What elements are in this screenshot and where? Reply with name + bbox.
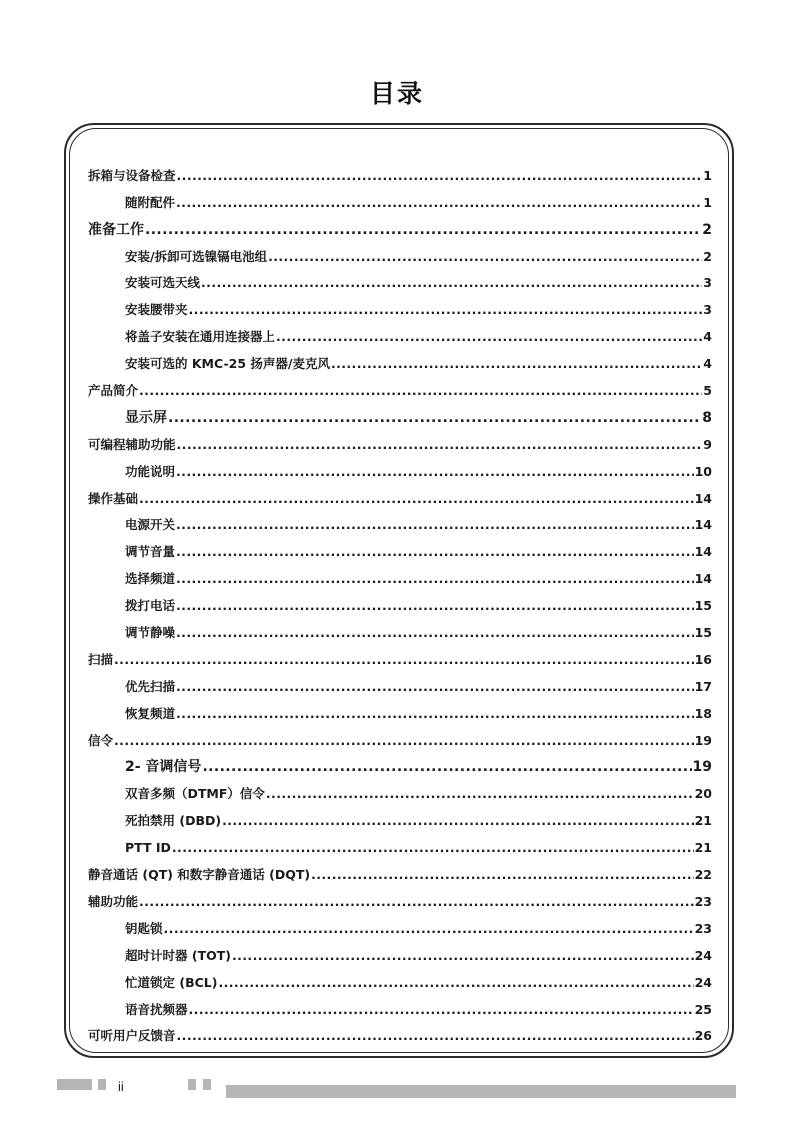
- toc-entry-page: 5: [703, 383, 712, 399]
- toc-entry-page: 24: [694, 947, 712, 963]
- toc-entry[interactable]: [88, 453, 712, 480]
- toc-entry-title: 可听用户反馈音: [88, 1028, 176, 1044]
- toc-entry-page: 17: [694, 678, 712, 694]
- toc-entry[interactable]: [88, 829, 712, 856]
- toc-entry-page: 22: [694, 867, 712, 883]
- toc-entry[interactable]: [88, 560, 712, 587]
- toc-entry[interactable]: [88, 641, 712, 668]
- footer-bar-left-small: [98, 1079, 106, 1090]
- toc-entry[interactable]: [88, 372, 712, 399]
- toc-entry-title: 显示屏: [125, 409, 167, 426]
- toc-entry-page: 1: [703, 194, 712, 210]
- toc-entry[interactable]: [88, 614, 712, 641]
- toc-entry[interactable]: [88, 964, 712, 991]
- toc-entry-page: 18: [694, 705, 712, 721]
- toc-entry-page: 3: [703, 302, 712, 318]
- toc-entry[interactable]: [88, 211, 712, 238]
- toc-entry-title: 超时计时器 (TOT): [125, 947, 231, 963]
- toc-entry[interactable]: [88, 345, 712, 372]
- toc-entry-title: 电源开关: [125, 517, 176, 533]
- toc-entry[interactable]: [88, 856, 712, 883]
- footer-bar-long: [226, 1085, 736, 1098]
- footer-bar-mid-1: [188, 1079, 196, 1090]
- page-number: ii: [118, 1079, 124, 1094]
- toc-entry-page: 4: [703, 329, 712, 345]
- toc-entry-title: 优先扫描: [125, 678, 176, 694]
- toc-leader-dots: [176, 679, 694, 695]
- toc-entry[interactable]: [88, 1018, 712, 1045]
- toc-entry[interactable]: [88, 507, 712, 534]
- toc-entry[interactable]: [88, 399, 712, 426]
- toc-leader-dots: [114, 652, 694, 668]
- toc-entry-title: 安装/拆卸可选镍镉电池组: [125, 248, 268, 264]
- toc-leader-dots: [222, 813, 694, 829]
- toc-entry[interactable]: [88, 910, 712, 937]
- toc-entry[interactable]: [88, 533, 712, 560]
- toc-entry-title: 可编程辅助功能: [88, 436, 176, 452]
- toc-entry-title: 拆箱与设备检查: [88, 167, 176, 183]
- toc-leader-dots: [266, 786, 694, 802]
- footer-bar-mid-2: [203, 1079, 211, 1090]
- toc-entry-page: 19: [694, 732, 712, 748]
- toc-entry[interactable]: [88, 991, 712, 1018]
- toc-leader-dots: [176, 598, 694, 614]
- toc-leader-dots: [202, 759, 691, 775]
- toc-leader-dots: [176, 517, 694, 533]
- toc-leader-dots: [176, 195, 702, 211]
- toc-entry-page: 21: [694, 813, 712, 829]
- toc-leader-dots: [168, 410, 701, 426]
- toc-leader-dots: [176, 571, 694, 587]
- toc-entry-title: 将盖子安装在通用连接器上: [125, 329, 276, 345]
- toc-entry[interactable]: [88, 480, 712, 507]
- toc-entry-title: 操作基础: [88, 490, 139, 506]
- toc-leader-dots: [176, 706, 694, 722]
- toc-entry[interactable]: [88, 291, 712, 318]
- toc-entry-page: 21: [694, 840, 712, 856]
- toc-entry-page: 20: [694, 786, 712, 802]
- toc-leader-dots: [176, 625, 694, 641]
- toc-entry-title: 安装可选的 KMC-25 扬声器/麦克风: [125, 356, 330, 372]
- toc-entry-page: 16: [694, 651, 712, 667]
- toc-entry[interactable]: [88, 157, 712, 184]
- toc-entry-title: 2- 音调信号: [125, 759, 202, 776]
- toc-leader-dots: [176, 464, 694, 480]
- toc-entry[interactable]: [88, 883, 712, 910]
- toc-entry[interactable]: [88, 426, 712, 453]
- toc-leader-dots: [145, 222, 701, 238]
- toc-entry-page: 8: [702, 409, 712, 426]
- toc-leader-dots: [311, 867, 694, 883]
- toc-entry-page: 19: [692, 759, 712, 776]
- toc-entry-title: 静音通话 (QT) 和数字静音通话 (DQT): [88, 867, 311, 883]
- toc-entry-title: 随附配件: [125, 194, 176, 210]
- toc-entry[interactable]: [88, 238, 712, 265]
- toc-leader-dots: [276, 329, 702, 345]
- toc-leader-dots: [201, 275, 702, 291]
- toc-entry-page: 23: [694, 920, 712, 936]
- toc-entry-page: 1: [703, 167, 712, 183]
- toc-entry-title: 语音扰频器: [125, 1001, 188, 1017]
- toc-entry[interactable]: [88, 802, 712, 829]
- toc-entry[interactable]: [88, 265, 712, 292]
- toc-entry-title: 安装腰带夹: [125, 302, 188, 318]
- toc-leader-dots: [268, 249, 702, 265]
- toc-leader-dots: [139, 894, 694, 910]
- toc-list: [88, 157, 712, 1044]
- toc-leader-dots: [164, 921, 694, 937]
- toc-leader-dots: [177, 437, 703, 453]
- toc-entry-title: 功能说明: [125, 463, 176, 479]
- toc-leader-dots: [189, 302, 703, 318]
- toc-entry[interactable]: [88, 668, 712, 695]
- toc-entry-title: 双音多频（DTMF）信令: [125, 786, 265, 802]
- toc-entry-title: 调节音量: [125, 544, 176, 560]
- toc-entry-page: 14: [694, 517, 712, 533]
- toc-entry-page: 23: [694, 893, 712, 909]
- toc-entry-page: 25: [694, 1001, 712, 1017]
- toc-entry-title: 选择频道: [125, 571, 176, 587]
- toc-entry-title: 死拍禁用 (DBD): [125, 813, 222, 829]
- toc-leader-dots: [331, 356, 702, 372]
- toc-entry-title: 信令: [88, 732, 114, 748]
- toc-entry-title: 辅助功能: [88, 893, 139, 909]
- toc-entry-page: 26: [694, 1028, 712, 1044]
- toc-leader-dots: [176, 544, 694, 560]
- toc-leader-dots: [177, 168, 703, 184]
- toc-entry[interactable]: [88, 749, 712, 776]
- toc-entry[interactable]: [88, 937, 712, 964]
- toc-entry-title: 安装可选天线: [125, 275, 201, 291]
- toc-entry-title: PTT ID: [125, 840, 171, 856]
- toc-entry-title: 扫描: [88, 651, 114, 667]
- toc-entry-title: 调节静噪: [125, 625, 176, 641]
- toc-leader-dots: [189, 1002, 694, 1018]
- toc-entry-page: 15: [694, 598, 712, 614]
- toc-entry-page: 2: [703, 248, 712, 264]
- footer-bar-left: [57, 1079, 92, 1090]
- toc-entry-page: 14: [694, 544, 712, 560]
- toc-leader-dots: [139, 383, 702, 399]
- page-title: 目录: [369, 79, 424, 108]
- toc-entry-page: 14: [694, 571, 712, 587]
- toc-entry-title: 钥匙锁: [125, 920, 163, 936]
- toc-leader-dots: [232, 948, 694, 964]
- toc-entry-page: 15: [694, 625, 712, 641]
- toc-entry[interactable]: [88, 722, 712, 749]
- toc-entry-page: 2: [702, 221, 712, 238]
- toc-entry-title: 恢复频道: [125, 705, 176, 721]
- toc-entry[interactable]: [88, 587, 712, 614]
- toc-entry-page: 14: [694, 490, 712, 506]
- toc-entry-page: 24: [694, 974, 712, 990]
- toc-leader-dots: [139, 491, 694, 507]
- toc-entry-page: 3: [703, 275, 712, 291]
- toc-leader-dots: [177, 1028, 694, 1044]
- toc-entry[interactable]: [88, 318, 712, 345]
- toc-entry-title: 拨打电话: [125, 598, 176, 614]
- toc-leader-dots: [218, 975, 693, 991]
- toc-entry[interactable]: [88, 184, 712, 211]
- toc-entry-page: 9: [703, 436, 712, 452]
- toc-leader-dots: [114, 733, 694, 749]
- toc-entry-title: 产品简介: [88, 383, 139, 399]
- toc-leader-dots: [172, 840, 694, 856]
- toc-entry-page: 10: [694, 463, 712, 479]
- toc-entry-title: 忙道锁定 (BCL): [125, 974, 218, 990]
- toc-entry-page: 4: [703, 356, 712, 372]
- toc-entry[interactable]: [88, 695, 712, 722]
- toc-entry-title: 准备工作: [88, 221, 144, 238]
- toc-entry[interactable]: [88, 775, 712, 802]
